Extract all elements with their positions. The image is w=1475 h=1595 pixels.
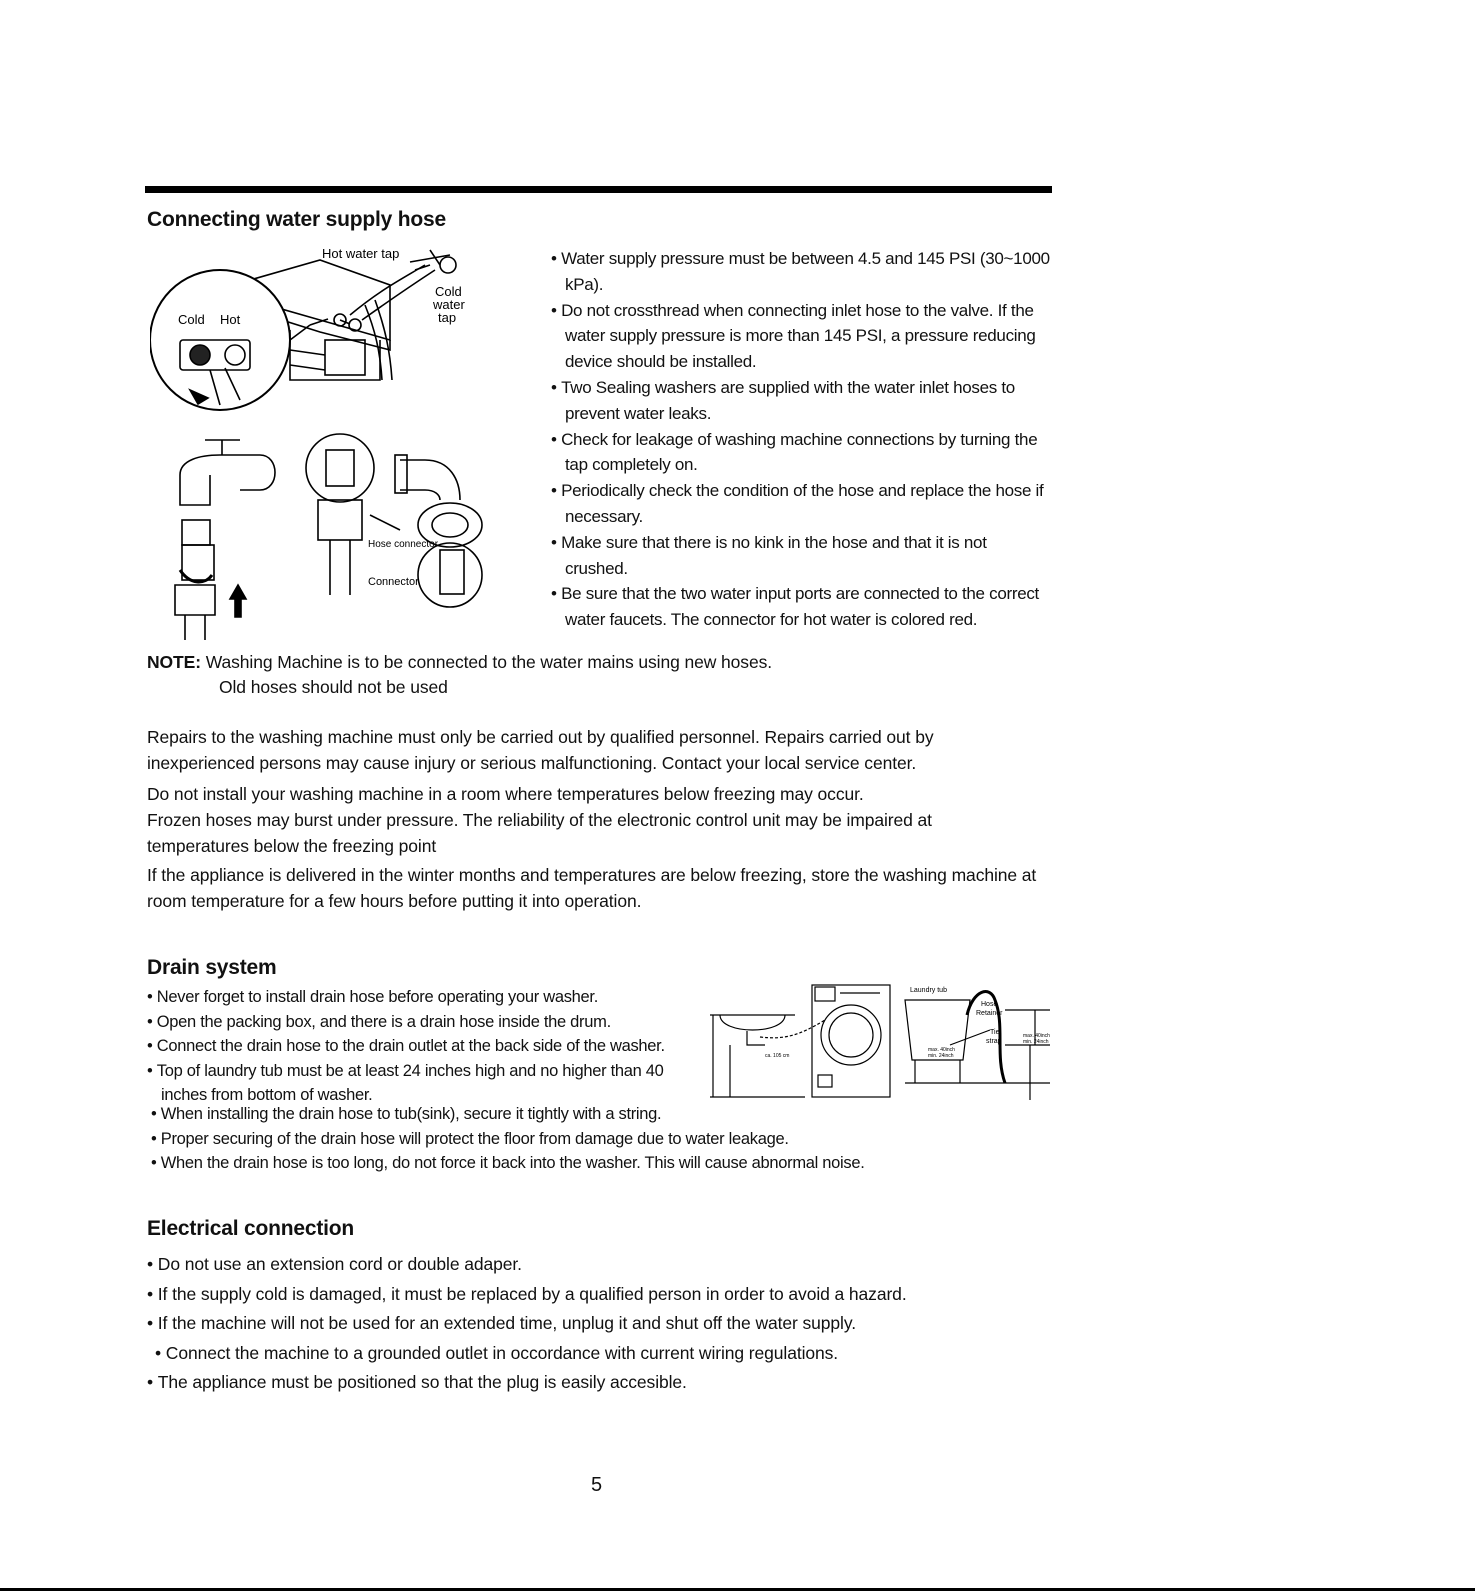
label-cold-water-tap-2: water — [433, 297, 465, 312]
label-cold-water-tap-1: Cold — [435, 284, 462, 299]
list-item: • When installing the drain hose to tub(sink), secure it tightly with a string. — [151, 1102, 1051, 1127]
list-item: • Top of laundry tub must be at least 24 inches high and no higher than 40 inches from bottom of washer. — [147, 1059, 707, 1108]
list-item: • Be sure that the two water input ports are connected to the correct water faucets. The connector for hot water is colored red. — [551, 581, 1051, 633]
label-laundry-tub: Laundry tub — [910, 987, 947, 994]
bottom-rule — [0, 1588, 1475, 1591]
top-rule — [145, 186, 1052, 193]
note-label: NOTE: — [147, 652, 201, 672]
drain-illustration — [705, 975, 1065, 1115]
paragraph-repairs: Repairs to the washing machine must only be carried out by qualified personnel. Repairs carried out by inexperienced persons may cause injury or serious malfunctioning. Contact your local service center. — [147, 727, 934, 773]
list-item: • Water supply pressure must be between 4.5 and 145 PSI (30~1000 kPa). — [551, 246, 1051, 298]
list-item: • Make sure that there is no kink in the hose and that it is not crushed. — [551, 530, 1051, 582]
label-retainer: Retainer — [976, 1010, 1003, 1017]
list-item: • Proper securing of the drain hose will protect the floor from damage due to water leakage. — [151, 1127, 1051, 1152]
label-connector: Connector — [368, 576, 419, 588]
label-max-40b: max. 40inch — [1023, 1033, 1050, 1039]
label-hot-water-tap: Hot water tap — [322, 246, 400, 261]
label-hose-connector: Hose connector — [368, 539, 439, 550]
note-line-1 — [147, 649, 1047, 675]
list-item: • Never forget to install drain hose before operating your washer. — [147, 985, 707, 1010]
label-ca-105: ca. 105 cm — [765, 1053, 790, 1059]
page-number: 5 — [591, 1474, 603, 1496]
note-text-1: Washing Machine is to be connected to the water mains using new hoses. — [205, 652, 772, 672]
paragraph-freezing: Do not install your washing machine in a room where temperatures below freezing may occur. — [147, 784, 864, 804]
drain-bullets-short — [147, 985, 707, 1108]
drain-heading: Drain system — [147, 956, 277, 979]
water-supply-heading: Connecting water supply hose — [147, 208, 446, 231]
list-item: • When the drain hose is too long, do not force it back into the washer. This will cause abnormal noise. — [151, 1151, 1051, 1176]
label-cold: Cold — [178, 312, 205, 327]
water-supply-illustration — [150, 240, 530, 640]
list-item: • Check for leakage of washing machine connections by turning the tap completely on. — [551, 427, 1051, 479]
list-item: • Open the packing box, and there is a drain hose inside the drum. — [147, 1010, 707, 1035]
label-hose: Hose — [981, 1001, 998, 1008]
list-item: • Connect the drain hose to the drain outlet at the back side of the washer. — [147, 1034, 707, 1059]
electrical-bullets — [147, 1250, 1047, 1398]
label-min-24: min. 24inch — [928, 1053, 954, 1059]
paragraph-frozen-hoses: Frozen hoses may burst under pressure. The reliability of the electronic control unit may be impaired at temperatures below the freezing point — [147, 810, 932, 856]
label-min-24b: min. 24inch — [1023, 1039, 1049, 1045]
label-hot: Hot — [220, 312, 241, 327]
list-item: • If the supply cold is damaged, it must be replaced by a qualified person in order to avoid a hazard. — [147, 1280, 1047, 1310]
paragraph-winter: If the appliance is delivered in the winter months and temperatures are below freezing, store the washing machine at room temperature for a few hours before putting it into operation. — [147, 865, 1037, 911]
label-strap: strap — [986, 1038, 1002, 1045]
list-item: • Do not crossthread when connecting inlet hose to the valve. If the water supply pressure is more than 145 PSI, a pressure reducing device should be installed. — [551, 298, 1051, 375]
label-max-40: max. 40inch — [928, 1047, 955, 1053]
label-cold-water-tap-3: tap — [438, 310, 457, 325]
note-text-2: Old hoses should not be used — [219, 677, 448, 697]
list-item: • Periodically check the condition of the hose and replace the hose if necessary. — [551, 478, 1051, 530]
label-tie: Tie — [990, 1029, 1000, 1036]
list-item: • Do not use an extension cord or double adaper. — [147, 1250, 1047, 1280]
list-item: • If the machine will not be used for an extended time, unplug it and shut off the water supply. — [147, 1309, 1047, 1339]
list-item: • The appliance must be positioned so that the plug is easily accesible. — [147, 1368, 1047, 1398]
water-supply-bullets — [551, 246, 1051, 633]
electrical-heading: Electrical connection — [147, 1217, 355, 1240]
list-item: • Connect the machine to a grounded outlet in occordance with current wiring regulations. — [147, 1339, 1047, 1369]
list-item: • Two Sealing washers are supplied with the water inlet hoses to prevent water leaks. — [551, 375, 1051, 427]
